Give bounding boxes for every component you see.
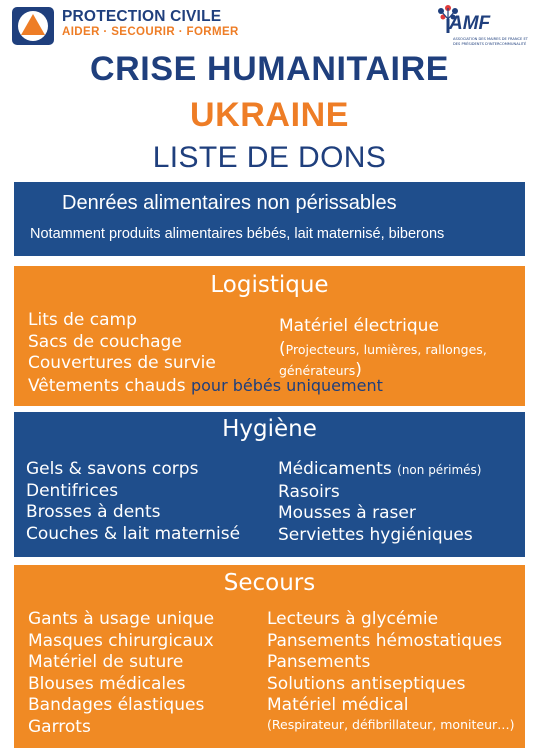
list-item: Matériel médical xyxy=(267,695,409,715)
list-item: Matériel de suture xyxy=(28,652,184,672)
page-subtitle-list: LISTE DE DONS xyxy=(152,141,387,174)
protection-civile-wordmark xyxy=(62,8,239,39)
list-item: Gels & savons corps xyxy=(26,459,199,479)
list-item: Couches & lait maternisé xyxy=(26,523,241,544)
header xyxy=(0,0,539,52)
food-subtitle: Notamment produits alimentaires bébés, lait maternisé, biberons xyxy=(30,226,445,242)
clothes-label: Vêtements chauds xyxy=(28,375,186,396)
list-item: Serviettes hygiéniques xyxy=(278,524,473,545)
secours-right-list xyxy=(267,609,515,732)
org-tagline: AIDER · SECOURIR · FORMER xyxy=(62,26,239,38)
list-item: Gants à usage unique xyxy=(28,609,215,629)
list-item: Lecteurs à glycémie xyxy=(267,609,439,629)
electrical-note xyxy=(279,339,499,382)
list-item: Dentifrices xyxy=(26,480,119,501)
clothes-highlight: pour bébés uniquement xyxy=(190,375,383,395)
list-item: Lits de camp xyxy=(28,310,137,330)
medicines-note: (non périmés) xyxy=(397,463,482,477)
hygiene-section xyxy=(14,412,525,557)
list-item: Rasoirs xyxy=(278,481,340,502)
note-paren-close: ) xyxy=(355,360,362,380)
hygiene-right-list xyxy=(278,459,481,546)
amf-subtext: ASSOCIATION DES MAIRES DE FRANCE ET DES PRÉSIDENTS D'INTERCOMMUNALITÉ xyxy=(453,37,528,46)
list-item: Garrots xyxy=(28,716,91,737)
list-item: Sacs de couchage xyxy=(28,331,182,352)
page-title: CRISE HUMANITAIRE xyxy=(89,50,449,88)
medicines-label: Médicaments xyxy=(278,459,392,479)
protection-civile-logo xyxy=(12,7,54,45)
secours-section xyxy=(14,565,525,748)
org-name: PROTECTION CIVILE xyxy=(62,8,222,25)
hygiene-left-list xyxy=(26,459,240,545)
section-title: Hygiène xyxy=(222,416,317,442)
secours-left-list xyxy=(28,609,214,738)
food-section xyxy=(14,182,525,256)
electrical-note-text: Projecteurs, lumières, rallonges, générateurs xyxy=(279,341,487,378)
note-paren-open: ( xyxy=(279,338,286,359)
list-item: Pansements xyxy=(267,652,371,672)
list-item: Solutions antiseptiques xyxy=(267,673,466,694)
food-title: Denrées alimentaires non périssables xyxy=(62,192,397,214)
amf-logo xyxy=(437,5,533,47)
logistique-right-list xyxy=(279,316,499,382)
list-item: Couvertures de survie xyxy=(28,353,216,373)
list-item: Bandages élastiques xyxy=(28,695,205,715)
amf-wordmark: AMF xyxy=(449,13,491,34)
list-item: Pansements hémostatiques xyxy=(267,630,503,651)
list-item: Matériel électrique xyxy=(279,316,439,336)
page-subtitle-country: UKRAINE xyxy=(189,96,350,134)
medical-equipment-note: (Respirateur, défibrillateur, moniteur…) xyxy=(267,716,515,732)
list-item: Brosses à dents xyxy=(26,502,161,522)
list-item: Masques chirurgicaux xyxy=(28,630,214,651)
list-item: Blouses médicales xyxy=(28,673,186,694)
list-item xyxy=(278,459,481,482)
list-item: Mousses à raser xyxy=(278,503,416,523)
section-title: Secours xyxy=(223,570,316,596)
section-title: Logistique xyxy=(210,272,329,298)
logistique-section xyxy=(14,266,525,406)
